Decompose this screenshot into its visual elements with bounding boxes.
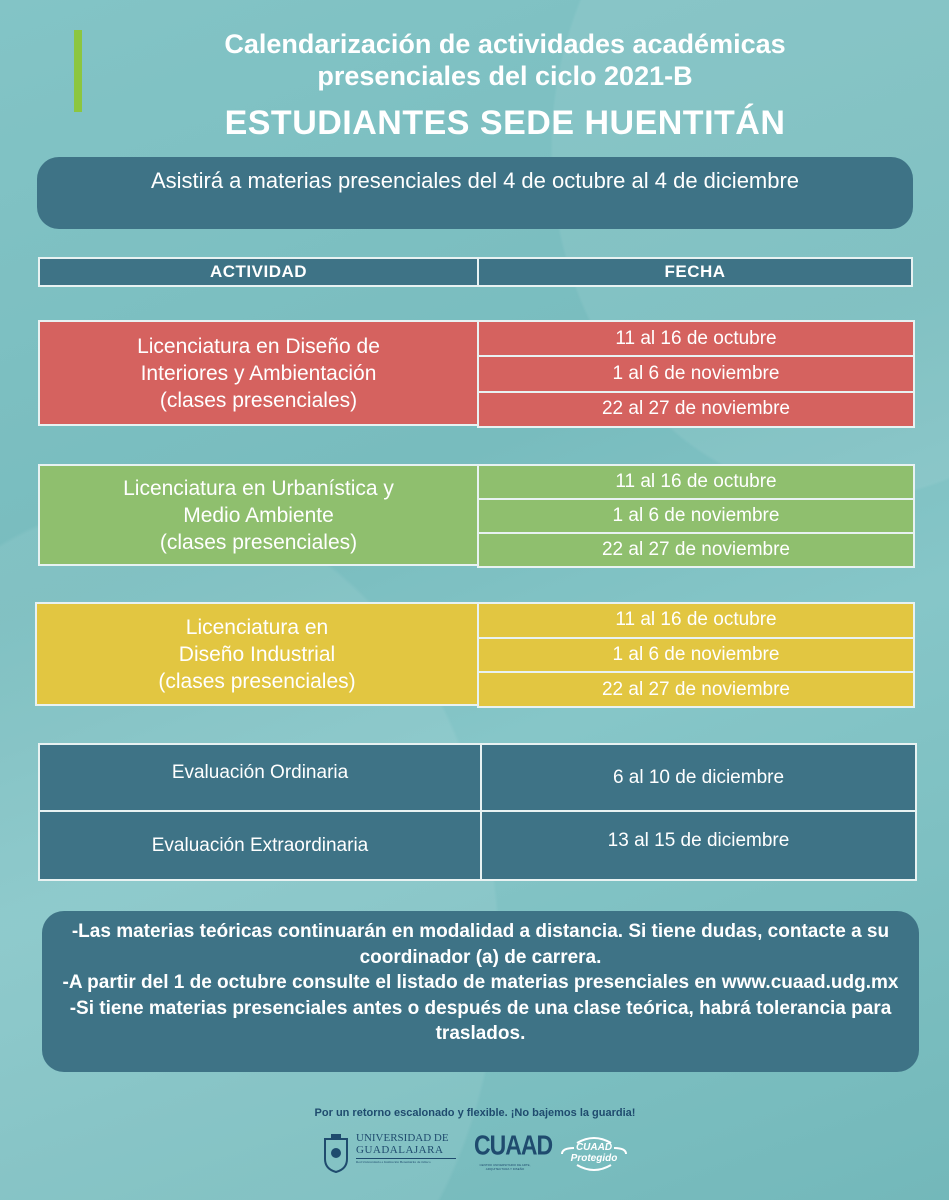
- program-date: 22 al 27 de noviembre: [477, 391, 915, 428]
- program-date: 1 al 6 de noviembre: [477, 637, 915, 674]
- program-date: 1 al 6 de noviembre: [477, 498, 915, 534]
- program-name-line: (clases presenciales): [159, 388, 358, 412]
- cuaad-logo[interactable]: [474, 1129, 553, 1171]
- program-name: [38, 464, 479, 566]
- eval-name: Evaluación Extraordinaria: [38, 810, 482, 881]
- udg-name: UNIVERSIDAD DE: [356, 1132, 449, 1144]
- program-name-line: Interiores y Ambientación: [140, 361, 377, 385]
- program-date: 11 al 16 de octubre: [477, 464, 915, 500]
- notes-box: [42, 911, 919, 1072]
- program-date: 22 al 27 de noviembre: [477, 532, 915, 568]
- note: -A partir del 1 de octubre consulte el listado de materias presenciales en www.cuaad.udg.mx: [62, 972, 899, 993]
- program-name-line: (clases presenciales): [158, 669, 356, 693]
- cuaad-subtitle: CENTRO UNIVERSITARIO DE ARTE, ARQUITECTURA Y DISEÑO: [479, 1163, 531, 1171]
- title-line: Calendarización de actividades académicas: [224, 29, 786, 59]
- eval-name: Evaluación Ordinaria: [38, 743, 482, 812]
- accent-bar: [74, 30, 82, 112]
- program-name-line: Diseño Industrial: [178, 642, 336, 666]
- udg-name: GUADALAJARA: [356, 1144, 444, 1156]
- program-date: 11 al 16 de octubre: [477, 602, 915, 639]
- udg-tagline: Red Universitaria e Institución Benemérita de Jalisco: [356, 1158, 456, 1164]
- header-fecha: FECHA: [477, 257, 913, 287]
- page-title: [140, 28, 870, 92]
- program-name-line: Medio Ambiente: [183, 503, 334, 527]
- udg-shield-icon: [322, 1133, 350, 1173]
- program-date: 22 al 27 de noviembre: [477, 671, 915, 708]
- page-subtitle: ESTUDIANTES SEDE HUENTITÁN: [224, 104, 786, 142]
- eval-date: 13 al 15 de diciembre: [480, 810, 917, 881]
- udg-logo[interactable]: [322, 1133, 457, 1175]
- slogan: Por un retorno escalonado y flexible. ¡No bajemos la guardia!: [314, 1107, 636, 1119]
- attendance-banner: Asistirá a materias presenciales del 4 de octubre al 4 de diciembre: [37, 157, 913, 229]
- note: -Las materias teóricas continuarán en modalidad a distancia. Si tiene dudas, contacte a su coordinador (a) de carrera.: [71, 921, 890, 968]
- title-line: presenciales del ciclo 2021-B: [317, 61, 693, 91]
- eval-date: 6 al 10 de diciembre: [480, 743, 917, 812]
- program-date: 1 al 6 de noviembre: [477, 355, 915, 392]
- program-date: 11 al 16 de octubre: [477, 320, 915, 357]
- program-name-line: Licenciatura en Diseño de: [137, 334, 380, 358]
- program-name-line: Licenciatura en: [185, 615, 329, 639]
- cuaad-wordmark: CUAAD: [474, 1129, 553, 1161]
- cuaad-protegido-logo[interactable]: [557, 1135, 631, 1173]
- protegido-text: Protegido: [570, 1153, 618, 1164]
- protegido-text: CUAAD: [575, 1142, 613, 1153]
- note: -Si tiene materias presenciales antes o después de una clase teórica, habrá tolerancia para traslados.: [69, 997, 892, 1044]
- header-actividad: ACTIVIDAD: [38, 257, 479, 287]
- program-name-line: Licenciatura en Urbanística y: [123, 476, 394, 500]
- program-name: [35, 602, 479, 706]
- program-name: [38, 320, 479, 426]
- program-name-line: (clases presenciales): [159, 530, 358, 554]
